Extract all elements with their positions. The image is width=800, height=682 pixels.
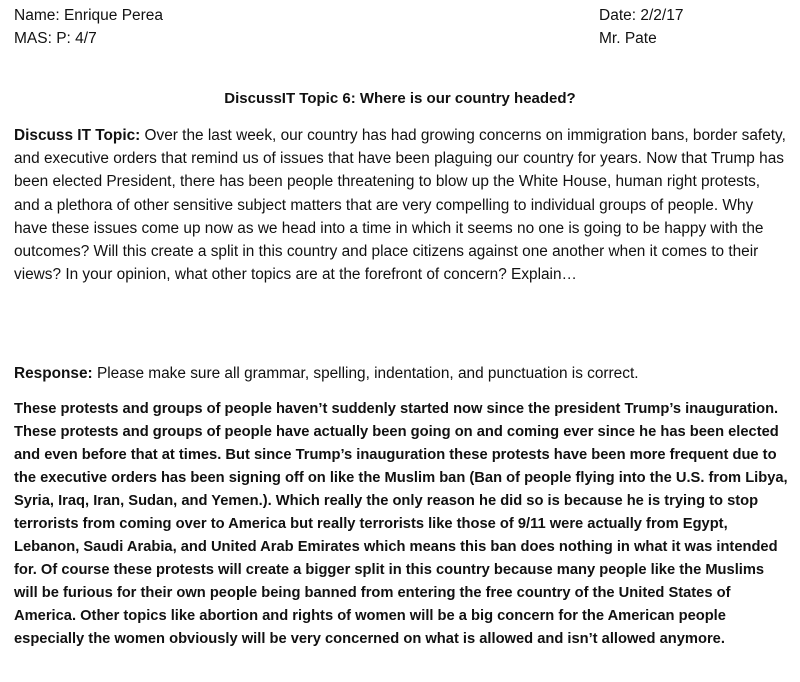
assignment-date: Date: 2/2/17 (599, 7, 684, 24)
student-name: Name: Enrique Perea (14, 7, 164, 24)
response-instructions (14, 362, 788, 385)
topic-label: Discuss IT Topic: (14, 127, 141, 144)
topic-text: Over the last week, our country has had growing concerns on immigration bans, border safety, and executive orders that remind us of issues that have been plaguing our country for years. Now that Trump has been elected President, there has been people threatening to blow up the White House, human right protests, and a plethora of other sensitive subject matters that are very compelling to individual groups of people. Why have these issues come up now as we head into a time in which it seems no one is going to be happy with the outcomes? Will this create a split in this country and place citizens against one another when it comes to their views? In your opinion, what other topics are at the forefront of concern? Explain… (14, 127, 786, 284)
student-info (14, 4, 163, 50)
student-answer: These protests and groups of people haven’t suddenly started now since the president Trump’s inauguration. These protests and groups of people have actually been going on and coming ever since he has been elected and even before that at times. But since Trump’s inauguration these protests have been more frequent due to the executive orders has been signing off on like the Muslim ban (Ban of people flying into the U.S. from Libya, Syria, Iraq, Iran, Sudan, and Yemen.). Which really the only reason he did so is because he is trying to stop terrorists from coming over to America but really terrorists like those of 9/11 were actually from Egypt, Lebanon, Saudi Arabia, and United Arab Emirates which means this ban does nothing in what it was intended for. Of course these protests will create a bigger split in this country because many people like the Muslims will be furious for their own people being banned from entering the free country of the United States of America. Other topics like abortion and rights of women will be a big concern for the American people especially the women obviously will be very concerned on what is allowed and isn’t allowed anymore. (14, 401, 788, 647)
response-text: Please make sure all grammar, spelling, indentation, and punctuation is correct. (92, 365, 639, 382)
response-label: Response: (14, 365, 93, 382)
class-period: MAS: P: 4/7 (14, 30, 97, 47)
page-title: DiscussIT Topic 6: Where is our country headed? (224, 90, 576, 107)
topic-prompt (14, 124, 788, 286)
date-teacher-info (599, 4, 683, 50)
teacher-name: Mr. Pate (599, 30, 657, 47)
